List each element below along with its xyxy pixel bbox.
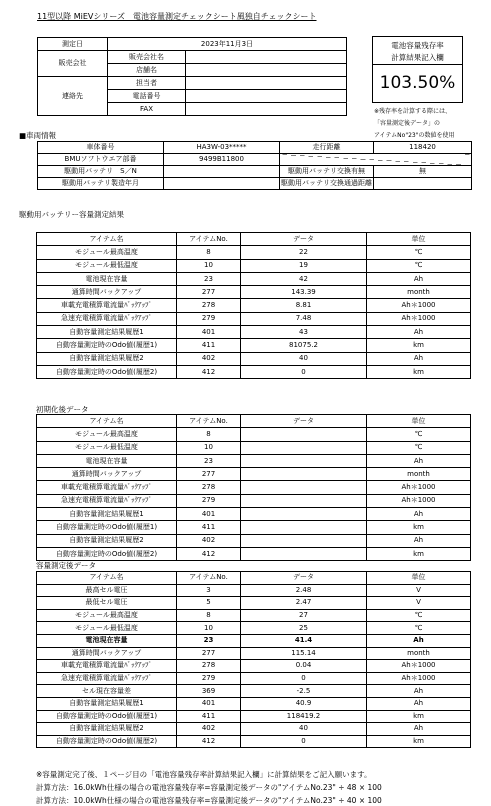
data-cell[interactable]: 2.47 <box>241 597 367 610</box>
table-row <box>37 597 471 610</box>
chassis-value[interactable]: HA3W-03***** <box>164 142 280 154</box>
table-row <box>37 647 471 660</box>
table-row <box>37 352 471 365</box>
table-row <box>37 735 471 748</box>
table-row <box>37 534 471 547</box>
fax-label: FAX <box>108 103 186 116</box>
item-no-cell: 279 <box>177 312 241 325</box>
table-row <box>37 685 471 698</box>
unit-cell: month <box>367 647 471 660</box>
data-cell[interactable]: 7.48 <box>241 312 367 325</box>
item-name-cell: 自動容量測定結果履歴1 <box>37 326 177 339</box>
table-row <box>37 326 471 339</box>
item-name-cell: モジュール最低温度 <box>37 259 177 272</box>
column-header: データ <box>241 415 367 428</box>
item-no-cell: 279 <box>177 672 241 685</box>
item-no-cell: 402 <box>177 352 241 365</box>
item-name-cell: 電池現在容量 <box>37 454 177 467</box>
item-name-cell: 通算時間バックアップ <box>37 468 177 481</box>
unit-cell: Ah＊1000 <box>367 660 471 673</box>
item-no-cell: 278 <box>177 660 241 673</box>
item-no-cell: 402 <box>177 723 241 736</box>
unit-cell: V <box>367 584 471 597</box>
unit-cell: ℃ <box>367 441 471 454</box>
item-no-cell: 8 <box>177 246 241 259</box>
column-header: データ <box>241 572 367 585</box>
data-cell[interactable]: 41.4 <box>241 634 367 647</box>
table-row <box>37 259 471 272</box>
unit-cell: km <box>367 521 471 534</box>
mileage-value[interactable]: 118420 <box>374 142 472 154</box>
item-no-cell: 8 <box>177 428 241 441</box>
unit-cell: km <box>367 710 471 723</box>
item-no-cell: 5 <box>177 597 241 610</box>
item-no-cell: 277 <box>177 468 241 481</box>
item-no-cell: 402 <box>177 534 241 547</box>
data-cell[interactable]: 0 <box>241 365 367 378</box>
column-header: 単位 <box>367 233 471 246</box>
table-row <box>37 299 471 312</box>
section3-title: 容量測定後データ <box>36 561 96 570</box>
replaced-mileage-field[interactable] <box>374 178 472 190</box>
item-no-cell: 412 <box>177 365 241 378</box>
data-cell[interactable] <box>241 547 367 560</box>
data-cell[interactable]: 143.39 <box>241 286 367 299</box>
unit-cell: Ah <box>367 454 471 467</box>
column-header: アイテムNo. <box>177 415 241 428</box>
unit-cell: month <box>367 286 471 299</box>
replaced-mileage-label: 駆動用バッテリ交換通過距離 <box>280 178 374 190</box>
item-name-cell: モジュール最低温度 <box>37 441 177 454</box>
item-name-cell: 自動容量測定時のOdo値(履歴2) <box>37 547 177 560</box>
mfg-label: 駆動用バッテリ製造年月 <box>38 178 164 190</box>
item-no-cell: 23 <box>177 454 241 467</box>
table-row <box>37 584 471 597</box>
mfg-field[interactable] <box>164 178 280 190</box>
dealer-info-table <box>37 37 347 116</box>
note-2: 計算方法：16.0kWh仕様の場合の電池容量残存率=容量測定後データの"アイテムNo.23" ÷ 48 × 100 <box>36 783 382 792</box>
table-row <box>37 441 471 454</box>
column-header: アイテム名 <box>37 415 177 428</box>
item-name-cell: 自動容量測定時のOdo値(履歴1) <box>37 521 177 534</box>
item-name-cell: 自動容量測定結果履歴2 <box>37 723 177 736</box>
item-name-cell: モジュール最高温度 <box>37 609 177 622</box>
item-name-cell: 自動容量測定結果履歴2 <box>37 352 177 365</box>
rate-note-1: ※残存率を計算する際には、 <box>374 108 452 115</box>
unit-cell: Ah <box>367 508 471 521</box>
section2-title: 初期化後データ <box>36 405 89 414</box>
data-cell[interactable]: 25 <box>241 622 367 635</box>
rate-box-title: 電池容量残存率 <box>391 41 444 50</box>
item-no-cell: 277 <box>177 286 241 299</box>
after-measurement-table <box>36 571 471 748</box>
replaced-label: 駆動用バッテリ交換有無 <box>280 166 374 178</box>
unit-cell: km <box>367 339 471 352</box>
person-field[interactable] <box>186 77 347 90</box>
data-cell[interactable]: 0 <box>241 735 367 748</box>
capacity-rate-value[interactable]: 103.50% <box>379 73 456 93</box>
battery-sn-field[interactable] <box>164 166 280 178</box>
note-3: 計算方法：10.0kWh仕様の場合の電池容量残存率=容量測定後データの"アイテムNo.23" ÷ 40 × 100 <box>36 796 382 805</box>
column-header: アイテムNo. <box>177 233 241 246</box>
table-row <box>37 609 471 622</box>
initialized-data-table <box>36 414 471 561</box>
data-cell[interactable] <box>241 441 367 454</box>
section1-title: 駆動用バッテリー容量測定結果 <box>19 210 124 219</box>
fax-field[interactable] <box>186 103 347 116</box>
date-value[interactable]: 2023年11月3日 <box>108 38 347 51</box>
person-label: 担当者 <box>108 77 186 90</box>
unit-cell: Ah <box>367 685 471 698</box>
table-row <box>37 521 471 534</box>
data-cell[interactable] <box>241 481 367 494</box>
item-name-cell: 自動容量測定時のOdo値(履歴2) <box>37 735 177 748</box>
data-cell[interactable]: 0.04 <box>241 660 367 673</box>
item-name-cell: 車載充電積算電流量ﾊﾞｯｸｱｯﾌﾟ <box>37 660 177 673</box>
data-cell[interactable] <box>241 468 367 481</box>
item-no-cell: 10 <box>177 622 241 635</box>
table-row <box>37 723 471 736</box>
data-cell[interactable]: 40 <box>241 723 367 736</box>
unit-cell: km <box>367 365 471 378</box>
item-name-cell: 通算時間バックアップ <box>37 286 177 299</box>
data-cell[interactable]: 22 <box>241 246 367 259</box>
item-name-cell: モジュール最高温度 <box>37 428 177 441</box>
unit-cell: ℃ <box>367 246 471 259</box>
rate-note-3: アイテムNo"23"の数値を使用 <box>374 132 455 139</box>
date-label: 測定日 <box>38 38 108 51</box>
data-cell[interactable] <box>241 494 367 507</box>
table-row <box>37 481 471 494</box>
unit-cell: ℃ <box>367 622 471 635</box>
item-no-cell: 279 <box>177 494 241 507</box>
item-no-cell: 277 <box>177 647 241 660</box>
data-cell[interactable] <box>241 454 367 467</box>
item-no-cell: 401 <box>177 326 241 339</box>
unit-cell: Ah <box>367 352 471 365</box>
table-row <box>37 454 471 467</box>
item-name-cell: セル現在容量差 <box>37 685 177 698</box>
item-no-cell: 411 <box>177 521 241 534</box>
bmu-label: BMUソフトウエア部番 <box>38 154 164 166</box>
table-row <box>37 286 471 299</box>
store-name-field[interactable] <box>186 64 347 77</box>
table-row <box>37 508 471 521</box>
data-cell[interactable]: 40.9 <box>241 697 367 710</box>
item-no-cell: 8 <box>177 609 241 622</box>
rate-box-subtitle: 計算結果記入欄 <box>391 53 444 62</box>
unit-cell: ℃ <box>367 428 471 441</box>
column-header: 単位 <box>367 415 471 428</box>
capacity-rate-box <box>372 36 463 103</box>
unit-cell: km <box>367 735 471 748</box>
item-no-cell: 369 <box>177 685 241 698</box>
company-name-field[interactable] <box>186 51 347 64</box>
capacity-result-table <box>36 232 471 379</box>
unit-cell: Ah <box>367 326 471 339</box>
table-row <box>37 622 471 635</box>
item-name-cell: モジュール最低温度 <box>37 622 177 635</box>
table-row <box>37 428 471 441</box>
item-name-cell: モジュール最高温度 <box>37 246 177 259</box>
data-cell[interactable]: 115.14 <box>241 647 367 660</box>
unit-cell: Ah＊1000 <box>367 494 471 507</box>
item-no-cell: 278 <box>177 481 241 494</box>
unit-cell: km <box>367 547 471 560</box>
column-header: アイテム名 <box>37 233 177 246</box>
bmu-value[interactable]: 9499B11800 <box>164 154 280 166</box>
unit-cell: V <box>367 597 471 610</box>
item-no-cell: 411 <box>177 710 241 723</box>
item-name-cell: 自動容量測定時のOdo値(履歴1) <box>37 710 177 723</box>
sales-company-label: 販売会社 <box>38 51 108 77</box>
vehicle-info-table <box>37 141 472 190</box>
table-row <box>37 272 471 285</box>
data-cell[interactable]: 40 <box>241 352 367 365</box>
unit-cell: Ah <box>367 272 471 285</box>
item-name-cell: 自動容量測定時のOdo値(履歴2) <box>37 365 177 378</box>
item-name-cell: 自動容量測定時のOdo値(履歴1) <box>37 339 177 352</box>
table-row <box>37 468 471 481</box>
item-name-cell: 最高セル電圧 <box>37 584 177 597</box>
data-cell[interactable]: 19 <box>241 259 367 272</box>
item-no-cell: 10 <box>177 441 241 454</box>
item-name-cell: 急速充電積算電流量ﾊﾞｯｸｱｯﾌﾟ <box>37 672 177 685</box>
data-cell[interactable]: 2.48 <box>241 584 367 597</box>
table-row <box>37 312 471 325</box>
column-header: データ <box>241 233 367 246</box>
contact-label: 連絡先 <box>38 77 108 116</box>
table-row <box>37 339 471 352</box>
mileage-label: 走行距離 <box>280 142 374 154</box>
column-header: アイテム名 <box>37 572 177 585</box>
store-name-label: 店舗名 <box>108 64 186 77</box>
data-cell[interactable]: -2.5 <box>241 685 367 698</box>
unit-cell: Ah＊1000 <box>367 299 471 312</box>
item-name-cell: 最低セル電圧 <box>37 597 177 610</box>
item-no-cell: 23 <box>177 634 241 647</box>
data-cell[interactable]: 118419.2 <box>241 710 367 723</box>
item-no-cell: 412 <box>177 735 241 748</box>
data-cell[interactable]: 0 <box>241 672 367 685</box>
data-cell[interactable]: 8.81 <box>241 299 367 312</box>
item-no-cell: 278 <box>177 299 241 312</box>
data-cell[interactable]: 43 <box>241 326 367 339</box>
replaced-value[interactable]: 無 <box>374 166 472 178</box>
chassis-label: 車体番号 <box>38 142 164 154</box>
unit-cell: Ah <box>367 723 471 736</box>
item-name-cell: 車載充電積算電流量ﾊﾞｯｸｱｯﾌﾟ <box>37 481 177 494</box>
item-no-cell: 401 <box>177 508 241 521</box>
table-row <box>37 660 471 673</box>
item-no-cell: 10 <box>177 259 241 272</box>
item-name-cell: 自動容量測定結果履歴1 <box>37 508 177 521</box>
table-row <box>37 672 471 685</box>
data-cell[interactable]: 27 <box>241 609 367 622</box>
unit-cell: Ah <box>367 697 471 710</box>
unit-cell: Ah <box>367 634 471 647</box>
item-name-cell: 電池現在容量 <box>37 272 177 285</box>
data-cell[interactable]: 42 <box>241 272 367 285</box>
item-no-cell: 3 <box>177 584 241 597</box>
phone-field[interactable] <box>186 90 347 103</box>
item-name-cell: 電池現在容量 <box>37 634 177 647</box>
item-no-cell: 401 <box>177 697 241 710</box>
table-row <box>37 246 471 259</box>
column-header: アイテムNo. <box>177 572 241 585</box>
data-cell[interactable] <box>241 521 367 534</box>
unit-cell: ℃ <box>367 259 471 272</box>
table-row <box>37 697 471 710</box>
unit-cell: Ah <box>367 534 471 547</box>
battery-sn-label: 駆動用バッテリ S／N <box>38 166 164 178</box>
data-cell[interactable] <box>241 534 367 547</box>
table-row <box>37 547 471 560</box>
item-no-cell: 412 <box>177 547 241 560</box>
item-no-cell: 411 <box>177 339 241 352</box>
table-row <box>37 365 471 378</box>
blank-cell <box>280 154 472 166</box>
table-row <box>37 710 471 723</box>
document-title: 11型以降 MiEVシリーズ 電池容量測定チェックシート風独自チェックシート <box>37 12 317 21</box>
company-name-label: 販売会社名 <box>108 51 186 64</box>
vehicle-section-title: ■車両情報 <box>19 131 57 140</box>
phone-label: 電話番号 <box>108 90 186 103</box>
item-name-cell: 通算時間バックアップ <box>37 647 177 660</box>
item-name-cell: 急速充電積算電流量ﾊﾞｯｸｱｯﾌﾟ <box>37 494 177 507</box>
item-name-cell: 急速充電積算電流量ﾊﾞｯｸｱｯﾌﾟ <box>37 312 177 325</box>
unit-cell: ℃ <box>367 609 471 622</box>
note-1: ※容量測定完了後、１ページ目の「電池容量残存率計算結果記入欄」に計算結果をご記入願います。 <box>36 770 372 779</box>
unit-cell: Ah＊1000 <box>367 312 471 325</box>
data-cell[interactable]: 81075.2 <box>241 339 367 352</box>
item-name-cell: 車載充電積算電流量ﾊﾞｯｸｱｯﾌﾟ <box>37 299 177 312</box>
data-cell[interactable] <box>241 428 367 441</box>
data-cell[interactable] <box>241 508 367 521</box>
item-name-cell: 自動容量測定結果履歴2 <box>37 534 177 547</box>
rate-note-2: 「容量測定後データ」の <box>374 120 441 127</box>
unit-cell: Ah＊1000 <box>367 672 471 685</box>
table-row <box>37 634 471 647</box>
item-no-cell: 23 <box>177 272 241 285</box>
item-name-cell: 自動容量測定結果履歴1 <box>37 697 177 710</box>
unit-cell: Ah＊1000 <box>367 481 471 494</box>
column-header: 単位 <box>367 572 471 585</box>
table-row <box>37 494 471 507</box>
unit-cell: month <box>367 468 471 481</box>
